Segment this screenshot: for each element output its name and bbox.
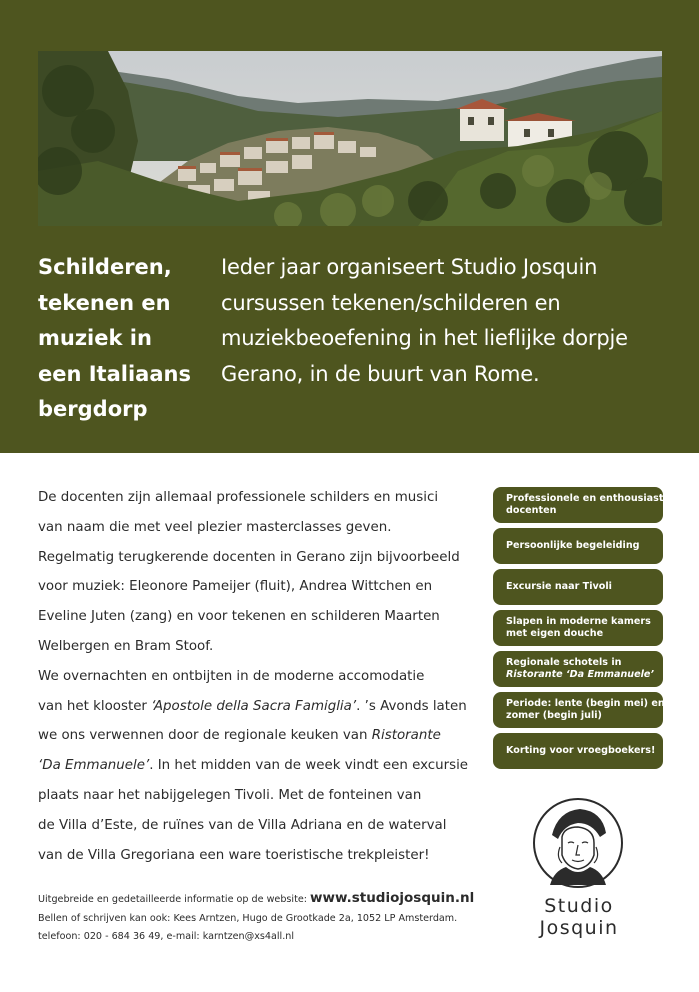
feature-tag-text: Professionele en enthousiaste xyxy=(506,493,670,504)
feature-tag xyxy=(493,733,663,769)
body-line xyxy=(38,692,483,722)
body-line: Welbergen en Bram Stoof. xyxy=(38,638,214,654)
footer-address: Bellen of schrijven kan ook: Kees Arntzen, Hugo de Grootkade 2a, 1052 LP Amsterdam. xyxy=(38,912,458,924)
footer-line xyxy=(38,889,508,910)
feature-tag-text: Periode: lente (begin mei) en xyxy=(506,698,665,709)
headline-line: een Italiaans xyxy=(38,361,191,386)
body-segment: . In het midden van de week vindt een excursie xyxy=(149,758,469,774)
headline xyxy=(38,250,208,428)
feature-tag-text: docenten xyxy=(506,505,557,516)
body-line: van naam die met veel plezier masterclasses geven. xyxy=(38,519,392,535)
header-band xyxy=(0,0,699,453)
logo-line: Josquin xyxy=(539,917,619,939)
body-segment: we ons verwennen door de regionale keuken van xyxy=(38,728,372,744)
body-text xyxy=(38,483,483,870)
logo-line: Studio xyxy=(544,895,614,917)
josquin-portrait-icon xyxy=(532,797,624,889)
studio-josquin-logo xyxy=(527,797,631,947)
footer-contact: telefoon: 020 - 684 36 49, e-mail: karntzen@xs4all.nl xyxy=(38,931,294,942)
intro-line: Gerano, in de buurt van Rome. xyxy=(221,361,540,386)
footer-website-label: Uitgebreide en gedetailleerde informatie op de website: xyxy=(38,894,311,905)
feature-tag xyxy=(493,528,663,564)
feature-tag-text: Ristorante ‘Da Emmanuele’ xyxy=(506,669,655,680)
feature-tag xyxy=(493,569,663,605)
headline-line: muziek in xyxy=(38,326,152,350)
feature-tag xyxy=(493,487,670,523)
intro-line: muziekbeoefening in het lieflijke dorpje xyxy=(221,326,628,350)
feature-tag-text: Slapen in moderne kamers xyxy=(506,616,651,627)
logo-text xyxy=(527,895,631,939)
restaurant-name-cont: ‘Da Emmanuele’ xyxy=(38,758,150,774)
headline-line: tekenen en xyxy=(38,290,171,315)
website-link[interactable]: www.studiojosquin.nl xyxy=(310,890,475,906)
intro-line: cursussen tekenen/schilderen en xyxy=(221,290,561,315)
body-segment: . ’s Avonds laten xyxy=(356,698,467,714)
landscape-photo xyxy=(38,51,662,226)
headline-line: Schilderen, xyxy=(38,255,172,279)
body-line: van de Villa Gregoriana een ware toeristische trekpleister! xyxy=(38,847,430,863)
body-line: de Villa d’Este, de ruïnes van de Villa Adriana en de waterval xyxy=(38,817,447,833)
body-line: Eveline Juten (zang) en voor tekenen en schilderen Maarten xyxy=(38,609,440,625)
feature-tag-text: Korting voor vroegboekers! xyxy=(506,745,656,756)
contact-footer xyxy=(38,889,508,947)
convent-name: ‘Apostole della Sacra Famiglia’ xyxy=(151,698,357,714)
body-line: De docenten zijn allemaal professionele schilders en musici xyxy=(38,490,439,505)
body-line xyxy=(38,721,483,751)
feature-tag xyxy=(493,692,663,728)
body-line: voor muziek: Eleonore Pameijer (fluit), Andrea Wittchen en xyxy=(38,579,433,595)
body-line: We overnachten en ontbijten in de moderne accomodatie xyxy=(38,668,425,684)
feature-tag-text: zomer (begin juli) xyxy=(506,710,602,721)
feature-tag-text: met eigen douche xyxy=(506,628,604,639)
headline-line: bergdorp xyxy=(38,397,148,421)
restaurant-name: Ristorante xyxy=(371,728,441,744)
feature-tags xyxy=(493,487,670,774)
intro-line: Ieder jaar organiseert Studio Josquin xyxy=(221,255,598,279)
feature-tag xyxy=(493,651,663,687)
intro-text xyxy=(221,250,671,392)
body-line: Regelmatig terugkerende docenten in Gerano zijn bijvoorbeeld xyxy=(38,549,460,565)
feature-tag-text: Excursie naar Tivoli xyxy=(506,581,612,592)
body-line xyxy=(38,751,483,781)
body-line: plaats naar het nabijgelegen Tivoli. Met de fonteinen van xyxy=(38,787,422,803)
landscape-photo-graphic xyxy=(38,51,662,226)
body-segment: van het klooster xyxy=(38,698,152,714)
feature-tag-text: Regionale schotels in xyxy=(506,657,622,668)
feature-tag xyxy=(493,610,663,646)
feature-tag-text: Persoonlijke begeleiding xyxy=(506,540,640,551)
